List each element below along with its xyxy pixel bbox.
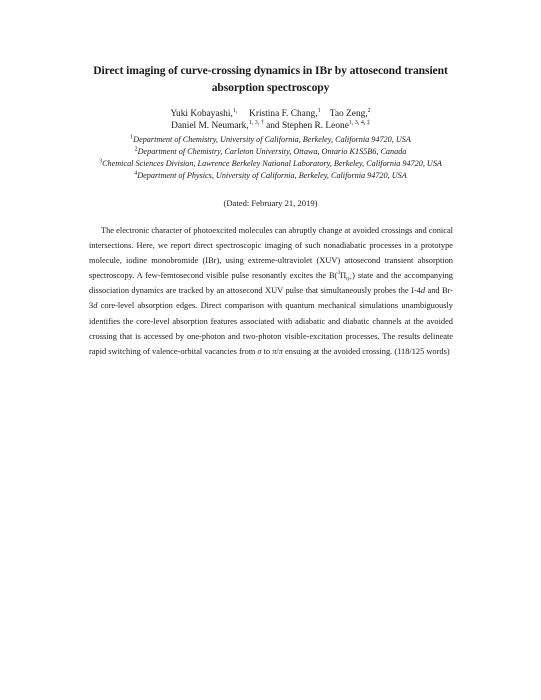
title-line-1: Direct imaging of curve-crossing dynamics in IBr by attosecond transient xyxy=(93,64,448,77)
paper-title xyxy=(60,62,481,96)
date-line: (Dated: February 21, 2019) xyxy=(223,198,318,208)
affiliation-item: $^3$Chemical Sciences Division, Lawrence Berkeley National Laboratory, Berkeley, California 94720, USA xyxy=(99,158,442,168)
author-line-1 xyxy=(60,108,481,120)
author-name: Yuki Kobayashi, xyxy=(170,109,233,119)
author-affil-mark: 1, 3, 4, ‡ xyxy=(348,119,370,126)
author-name: Tao Zeng, xyxy=(329,109,368,119)
abstract: The electronic character of photoexcited molecules can abruptly change at avoided crossings and conical intersections. Here, we report direct spectroscopic imaging of such nonadiabatic processes in a prototype molecule, iodine monobromide (IBr), using extreme-ultraviolet (XUV) attosecond transient absorption spectroscopy. A few-femtosecond visible pulse resonantly excites the $B(^3\Pi_{0+})$ state and the accompanying dissociation dynamics are tracked by an attosecond XUV pulse that simultaneously probes the I-4d and Br-3d core-level absorption edges. Direct comparison with quantum mechanical simulations unambiguously identifies the core-level absorption features associated with adiabatic and diabatic channels at the avoided crossing that is accessed by one-photon and two-photon visible-excitation processes. The results delineate rapid switching of valence-orbital vacancies from σ to π/π ensuing at the avoided crossing. (118/125 words) xyxy=(89,226,453,356)
affiliation-item: $^1$Department of Chemistry, University of California, Berkeley, California 94720, USA xyxy=(130,134,411,144)
author-name: Daniel M. Neumark, xyxy=(171,121,249,131)
affiliation-item: $^2$Department of Chemistry, Carleton University, Ottawa, Ontario K1S5B6, Canada xyxy=(134,146,407,156)
affiliation-item: $^4$Department of Physics, University of California, Berkeley, California 94720, USA xyxy=(134,170,407,180)
author-list xyxy=(60,108,481,132)
author-affil-mark: 2 xyxy=(367,107,371,114)
author-name: and Stephen R. Leone xyxy=(266,121,349,131)
author-affil-mark: 1, 3, † xyxy=(248,119,264,126)
author-affil-mark: 1, xyxy=(232,107,238,114)
affiliation-list xyxy=(20,134,521,182)
author-affil-mark: 1 xyxy=(317,107,321,114)
title-line-2: absorption spectroscopy xyxy=(211,81,330,94)
author-name: Kristina F. Chang, xyxy=(249,109,318,119)
author-line-2 xyxy=(60,120,481,132)
